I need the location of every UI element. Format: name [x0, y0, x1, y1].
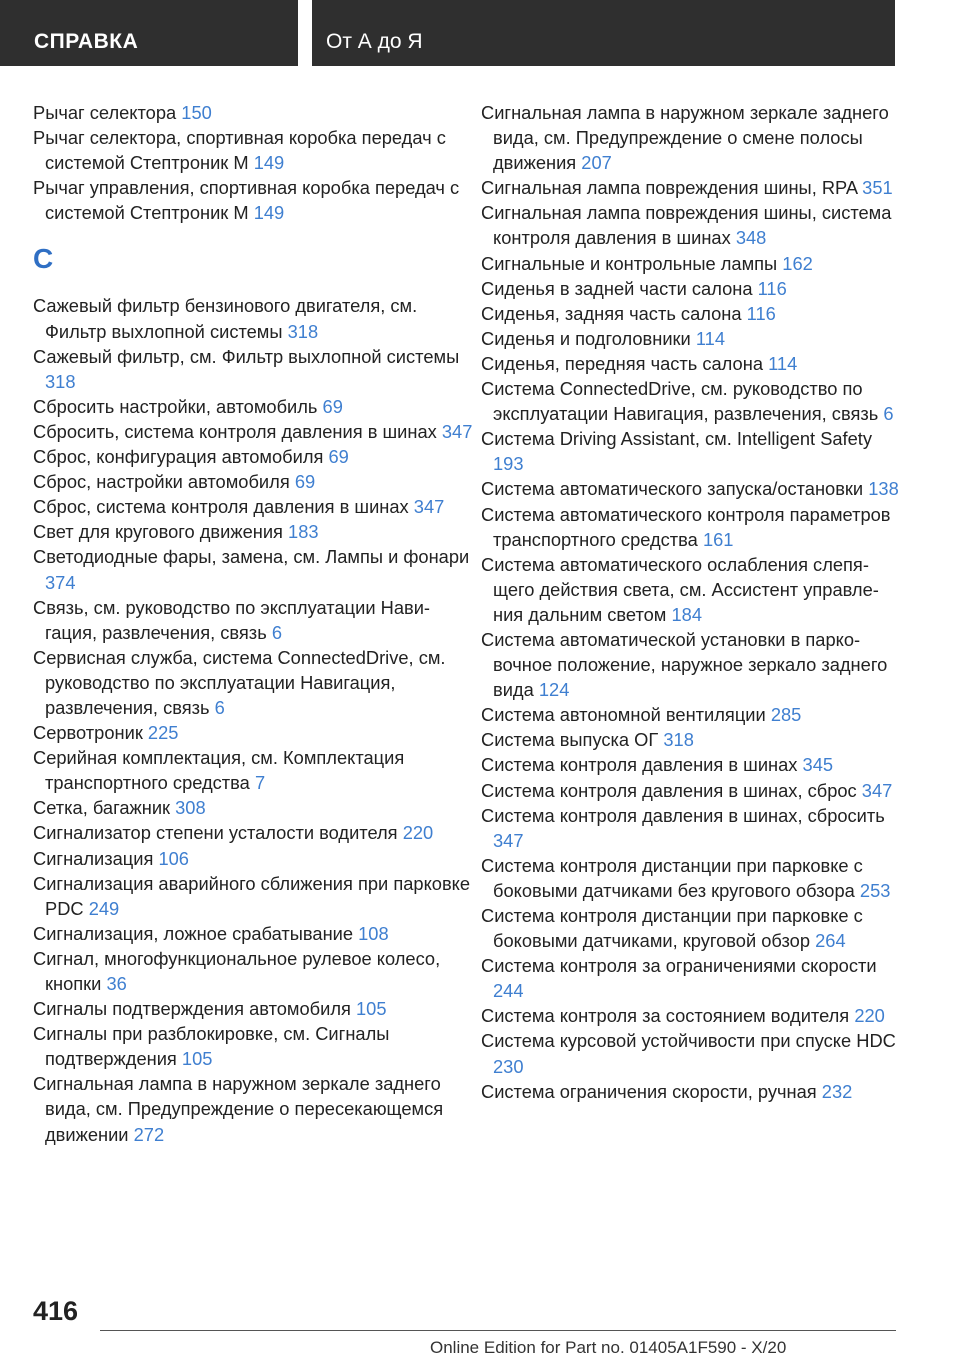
- index-entry-text: Система контроля давления в шинах: [481, 754, 798, 776]
- page-link[interactable]: 6: [271, 621, 282, 643]
- index-entry: [33, 745, 473, 795]
- index-entry-text: Сигнал, многофункциональное рулевое колесо, кнопки: [33, 947, 441, 994]
- index-entry-text: Сброс, конфигурация автомобиля: [33, 446, 324, 468]
- index-entry-text: Сигнальная лампа повреждения шины, RPA: [481, 177, 858, 199]
- page-link[interactable]: 272: [133, 1123, 165, 1145]
- page-link[interactable]: 318: [45, 370, 76, 392]
- index-entry: [33, 544, 473, 594]
- page-link[interactable]: 138: [868, 478, 899, 500]
- page-link[interactable]: 253: [859, 879, 891, 901]
- index-entry-text: Сброс, настройки автомобиля: [33, 471, 290, 493]
- page-link[interactable]: 106: [158, 847, 189, 869]
- page-link[interactable]: 69: [294, 471, 316, 493]
- index-entry: [33, 519, 473, 544]
- index-entry-text: Сажевый фильтр, см. Фильтр выхлопной системы: [33, 345, 460, 367]
- index-entry-text: Система автоматического запуска/остановки: [481, 478, 864, 500]
- page-link[interactable]: 36: [106, 973, 127, 994]
- index-entry-text: Рычаг селектора, спортивная коробка передач с системой Стептроник M: [33, 127, 446, 174]
- index-entry: [33, 100, 473, 125]
- index-entry-text: Сигнализация аварийного сближения при парковке PDC: [33, 872, 471, 919]
- page-link[interactable]: 124: [538, 679, 570, 701]
- index-entry-text: Сиденья, задняя часть салона: [481, 302, 742, 324]
- index-entry-text: Система автоматической установки в парковочное положение, наружное зеркало заднего вида: [481, 628, 888, 701]
- page-link[interactable]: 150: [181, 102, 212, 123]
- index-entry-text: Система контроля давления в шинах, сбросить: [481, 804, 885, 826]
- index-entry: [481, 175, 901, 200]
- page-link[interactable]: 105: [181, 1048, 213, 1070]
- index-entry: [33, 720, 473, 745]
- index-entry: [481, 476, 901, 501]
- footer-edition: Online Edition for Part no. 01405A1F590 - X/20: [430, 1338, 787, 1357]
- index-entry-text: Сбросить, система контроля давления в шинах: [33, 420, 437, 442]
- page-link[interactable]: 116: [757, 277, 787, 299]
- page-link[interactable]: 161: [702, 528, 734, 550]
- index-entry: [33, 846, 473, 871]
- index-entry: [33, 595, 473, 645]
- index-column-left: [33, 100, 473, 1147]
- index-entry-text: Сигнализация, ложное срабатывание: [33, 922, 354, 944]
- index-entry-text: Сигнальная лампа в наружном зеркале заднего вида, см. Предупреждение о пересекающемся движении: [33, 1073, 444, 1145]
- index-entry: [481, 100, 901, 175]
- index-entry-text: Система контроля за ограничениями скорости: [481, 955, 877, 977]
- page-link[interactable]: 347: [861, 779, 893, 801]
- index-entry-text: Система контроля дистанции при парковке с боковыми датчиками, круговой обзор: [481, 905, 863, 952]
- index-entry: [481, 853, 901, 903]
- page-link[interactable]: 347: [441, 420, 473, 442]
- index-entry: [33, 946, 473, 996]
- page-link[interactable]: 116: [746, 302, 776, 324]
- index-entry: [481, 251, 901, 276]
- index-entry-text: Сигнализатор степени усталости водителя: [33, 822, 398, 844]
- index-entry: [481, 200, 901, 250]
- index-entry: [33, 921, 473, 946]
- index-entry-text: Система контроля дистанции при парковке с боковыми датчиками без кругового обзора: [481, 854, 863, 901]
- index-entry-text: Система автоматического контроля параметров транспортного средства: [481, 503, 891, 550]
- page-link[interactable]: 193: [493, 453, 524, 475]
- index-entry: [481, 376, 901, 426]
- page-link[interactable]: 232: [821, 1080, 853, 1102]
- page-link[interactable]: 351: [862, 177, 893, 199]
- page-header: [0, 0, 960, 66]
- index-entry-text: Сиденья и подголовники: [481, 327, 691, 349]
- index-entry-text: Система ConnectedDrive, см. руководство по эксплуатации Навигация, развлечения, связь: [481, 378, 879, 425]
- index-entry: [33, 419, 473, 444]
- page-link[interactable]: 374: [45, 571, 76, 593]
- page-link[interactable]: 264: [815, 930, 846, 952]
- index-entry-text: Сигнальная лампа повреждения шины, система контроля давления в шинах: [481, 202, 892, 249]
- page-link[interactable]: 345: [802, 754, 834, 776]
- index-entry-text: Сигналы при разблокировке, см. Сигналы подтверждения: [33, 1023, 390, 1070]
- page-link[interactable]: 347: [413, 496, 445, 518]
- index-entry-text: Система контроля за состоянием водителя: [481, 1005, 850, 1027]
- index-entry-text: Система выпуска ОГ: [481, 729, 659, 751]
- chapter-title: От А до Я: [312, 0, 895, 66]
- index-entry-text: Связь, см. руководство по эксплуатации Навигация, развлечения, связь: [33, 596, 430, 643]
- index-entry: [481, 803, 901, 853]
- index-entry-text: Система контроля давления в шинах, сброс: [481, 779, 857, 801]
- page-link[interactable]: 348: [735, 227, 767, 249]
- index-entry: [481, 276, 901, 301]
- index-entry-text: Сервисная служба, система ConnectedDrive, см. руководство по эксплуатации Навигация, развлечения, связь: [33, 646, 446, 718]
- page-link[interactable]: 207: [581, 152, 612, 174]
- index-entry: [33, 820, 473, 845]
- page-link[interactable]: 6: [214, 696, 225, 718]
- index-entry: [33, 394, 473, 419]
- index-entry: [481, 502, 901, 552]
- index-entry: [33, 293, 473, 343]
- index-entry-text: Рычаг селектора: [33, 102, 177, 123]
- index-entry: [33, 1021, 473, 1071]
- index-entry: [33, 871, 473, 921]
- index-entry: [481, 351, 901, 376]
- index-entry-text: Система Driving Assistant, см. Intelligent Safety: [481, 428, 873, 450]
- page-link[interactable]: 69: [322, 395, 343, 417]
- index-entry-text: Сигнализация: [33, 847, 154, 869]
- index-entry-text: Система курсовой устойчивости при спуске HDC: [481, 1030, 896, 1052]
- index-entry: [33, 494, 473, 519]
- index-entry: [481, 301, 901, 326]
- index-entry-text: Сервотроник: [33, 722, 143, 744]
- page-link[interactable]: 162: [782, 252, 813, 274]
- index-entry: [481, 727, 901, 752]
- page-link[interactable]: 114: [768, 352, 798, 374]
- index-entry-text: Сигналы подтверждения автомобиля: [33, 998, 351, 1020]
- index-entry-text: Сигнальная лампа в наружном зеркале заднего вида, см. Предупреждение о смене полосы движения: [481, 102, 889, 174]
- index-entry: [481, 1028, 901, 1078]
- index-entry-text: Сиденья в задней части салона: [481, 277, 753, 299]
- index-entry-text: Серийная комплектация, см. Комплектация транспортного средства: [33, 747, 405, 794]
- index-entry: [481, 903, 901, 953]
- index-entry: [481, 953, 901, 1003]
- page-number: 416: [33, 1296, 79, 1326]
- index-entry: [481, 426, 901, 476]
- index-entry: [481, 778, 901, 803]
- index-entry-text: Свет для кругового движения: [33, 521, 283, 543]
- page-link[interactable]: 318: [287, 320, 319, 342]
- page-link[interactable]: 108: [358, 922, 389, 944]
- index-entry-text: Система автоматического ослабления слепящего действия света, см. Ассистент управления дальним светом: [481, 553, 879, 625]
- index-entry-text: Рычаг управления, спортивная коробка передач с системой Стептроник M: [33, 177, 460, 224]
- index-entry: [33, 175, 473, 225]
- page-link[interactable]: 220: [854, 1005, 885, 1027]
- index-entry: [33, 444, 473, 469]
- page-link[interactable]: 285: [770, 704, 802, 726]
- index-entry: [481, 326, 901, 351]
- index-entry: [33, 795, 473, 820]
- page-link[interactable]: 114: [695, 327, 726, 349]
- index-entry: [33, 1071, 473, 1146]
- index-entry-text: Светодиодные фары, замена, см. Лампы и фонари: [33, 546, 470, 568]
- page-link[interactable]: 69: [328, 446, 349, 468]
- page-link[interactable]: 6: [883, 403, 894, 425]
- section-tab[interactable]: СПРАВКА: [0, 0, 298, 66]
- index-entry: [481, 1003, 901, 1028]
- index-entry: [33, 125, 473, 175]
- index-entry-text: Система автономной вентиляции: [481, 704, 766, 726]
- page-link[interactable]: 220: [402, 822, 434, 844]
- page-link[interactable]: 230: [493, 1055, 524, 1077]
- index-entry: [481, 552, 901, 627]
- index-entry: [33, 996, 473, 1021]
- page-link[interactable]: 184: [671, 603, 702, 625]
- page-link[interactable]: 318: [663, 729, 694, 751]
- page-link[interactable]: 149: [253, 202, 285, 224]
- index-entry: [481, 752, 901, 777]
- index-entry: [33, 469, 473, 494]
- index-letter-heading: С: [33, 243, 54, 275]
- index-entry: [481, 627, 901, 702]
- index-entry-text: Сброс, система контроля давления в шинах: [33, 496, 409, 518]
- page-link[interactable]: 225: [147, 722, 179, 744]
- page-link[interactable]: 105: [356, 998, 387, 1020]
- page-link[interactable]: 183: [288, 521, 319, 543]
- page-link[interactable]: 244: [493, 980, 524, 1002]
- index-entry-text: Система ограничения скорости, ручная: [481, 1080, 817, 1102]
- index-entry: [481, 1079, 901, 1104]
- index-column-right: [481, 100, 901, 1104]
- index-entry: [481, 702, 901, 727]
- index-entry: [33, 344, 473, 394]
- page-link[interactable]: 149: [253, 152, 285, 174]
- index-entry-text: Сетка, багажник: [33, 797, 171, 819]
- index-entry: [33, 645, 473, 720]
- page-link[interactable]: 249: [88, 897, 120, 919]
- index-entry-text: Сажевый фильтр бензинового двигателя, см. Фильтр выхлопной системы: [33, 295, 418, 342]
- page-link[interactable]: 7: [254, 772, 266, 794]
- index-entry-text: Сиденья, передняя часть салона: [481, 352, 763, 374]
- page-link[interactable]: 347: [493, 829, 524, 851]
- index-entry-text: Сбросить настройки, автомобиль: [33, 395, 318, 417]
- footer-divider: [100, 1330, 896, 1331]
- page-link[interactable]: 308: [175, 797, 206, 819]
- index-entry-text: Сигнальные и контрольные лампы: [481, 252, 778, 274]
